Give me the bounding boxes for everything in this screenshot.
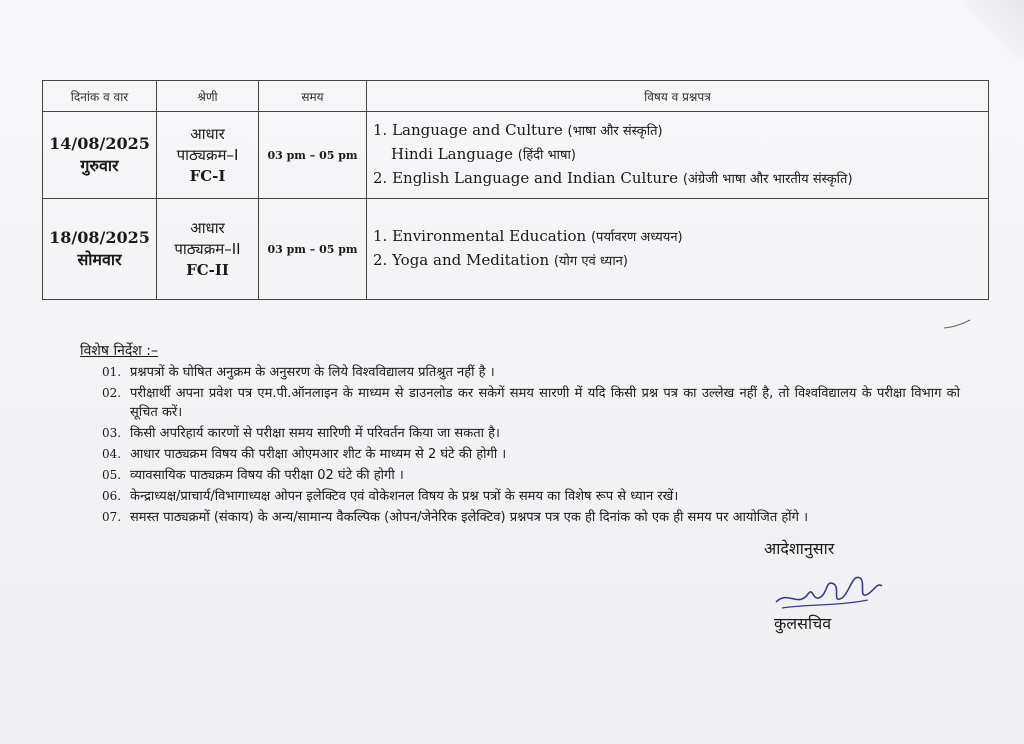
category-line1: आधार — [190, 124, 225, 143]
subject-english: Hindi Language — [391, 145, 513, 163]
subject-line — [373, 225, 987, 249]
item-number: 06. — [102, 489, 122, 503]
list-item — [70, 424, 960, 443]
category-line1: आधार — [190, 218, 225, 237]
subject-english: 2. English Language and Indian Culture — [373, 169, 679, 187]
subject-cell — [367, 199, 989, 300]
subject-english: 1. Environmental Education — [373, 227, 587, 245]
category-line2: पाठ्यक्रम–I — [176, 145, 239, 164]
time-cell: 03 pm – 05 pm — [259, 199, 367, 300]
item-text: आधार पाठ्यक्रम विषय की परीक्षा ओएमआर शीट के माध्यम से 2 घंटे की होगी । — [130, 447, 507, 462]
subject-hindi: (हिंदी भाषा) — [517, 148, 576, 163]
category-cell — [157, 199, 259, 300]
item-number: 03. — [102, 426, 122, 440]
item-text: परीक्षार्थी अपना प्रवेश पत्र एम.पी.ऑनलाइन के माध्यम से डाउनलोड कर सकेगें समय सारणी में यदि किसी प्रश्न पत्र का उल्लेख नहीं है, तो विश्वविद्यालय के परीक्षा विभाग को सूचित करें। — [130, 386, 960, 420]
subject-line — [373, 249, 987, 273]
header-subject-paper: विषय व प्रश्नपत्र — [367, 81, 989, 112]
by-order-text: आदेशानुसार — [764, 539, 835, 558]
item-text: किसी अपरिहार्य कारणों से परीक्षा समय सारिणी में परिवर्तन किया जा सकता है। — [130, 426, 500, 441]
header-category: श्रेणी — [157, 81, 259, 112]
table-header-row — [43, 81, 989, 112]
header-time: समय — [259, 81, 367, 112]
pen-mark-icon — [942, 318, 972, 330]
exam-date: 14/08/2025 — [49, 134, 150, 153]
subject-english: 1. Language and Culture — [373, 121, 563, 139]
item-number: 04. — [102, 447, 122, 461]
subject-english: 2. Yoga and Meditation — [373, 251, 550, 269]
category-code: FC-II — [186, 260, 229, 279]
list-item — [70, 466, 960, 485]
subject-hindi: (पर्यावरण अध्ययन) — [590, 230, 683, 245]
list-item — [70, 487, 960, 506]
subject-cell — [367, 112, 989, 199]
exam-schedule-table — [42, 80, 989, 300]
date-cell — [43, 199, 157, 300]
exam-date: 18/08/2025 — [49, 228, 150, 247]
category-line2: पाठ्यक्रम–II — [174, 239, 241, 258]
subject-hindi: (अंग्रेजी भाषा और भारतीय संस्कृति) — [682, 172, 853, 187]
item-number: 01. — [102, 365, 122, 379]
registrar-designation: कुलसचिव — [774, 614, 832, 633]
subject-hindi: (योग एवं ध्यान) — [553, 254, 628, 269]
subject-line — [373, 167, 987, 191]
header-date-day: दिनांक व वार — [43, 81, 157, 112]
item-number: 05. — [102, 468, 122, 482]
signature-icon — [768, 560, 888, 618]
list-item — [70, 384, 960, 422]
subject-line — [373, 143, 987, 167]
item-text: व्यावसायिक पाठ्यक्रम विषय की परीक्षा 02 घंटे की होगी । — [130, 468, 404, 483]
date-cell — [43, 112, 157, 199]
category-cell — [157, 112, 259, 199]
table-row — [43, 199, 989, 300]
instructions-heading: विशेष निर्देश :– — [80, 343, 158, 359]
exam-day: सोमवार — [77, 250, 122, 269]
list-item — [70, 508, 960, 527]
list-item — [70, 445, 960, 464]
exam-day: गुरुवार — [80, 156, 119, 175]
subject-hindi: (भाषा और संस्कृति) — [567, 124, 663, 139]
category-code: FC-I — [189, 166, 226, 185]
time-cell: 03 pm – 05 pm — [259, 112, 367, 199]
item-number: 07. — [102, 510, 122, 524]
page-fold-shadow — [964, 0, 1024, 60]
item-number: 02. — [102, 386, 122, 400]
item-text: केन्द्राध्यक्ष/प्राचार्य/विभागाध्यक्ष ओपन इलेक्टिव एवं वोकेशनल विषय के प्रश्न पत्रों के समय का विशेष रूप से ध्यान रखें। — [130, 489, 679, 504]
item-text: समस्त पाठ्यक्रमों (संकाय) के अन्य/सामान्य वैकल्पिक (ओपन/जेनेरिक इलेक्टिव) प्रश्नपत्र पत्र एक ही दिनांक को एक ही समय पर आयोजित होंगे । — [130, 510, 809, 525]
item-text: प्रश्नपत्रों के घोषित अनुक्रम के अनुसरण के लिये विश्वविद्यालय प्रतिश्रुत नहीं है । — [130, 365, 495, 380]
list-item — [70, 363, 960, 382]
table-row — [43, 112, 989, 199]
subject-line — [373, 119, 987, 143]
special-instructions — [70, 342, 960, 527]
